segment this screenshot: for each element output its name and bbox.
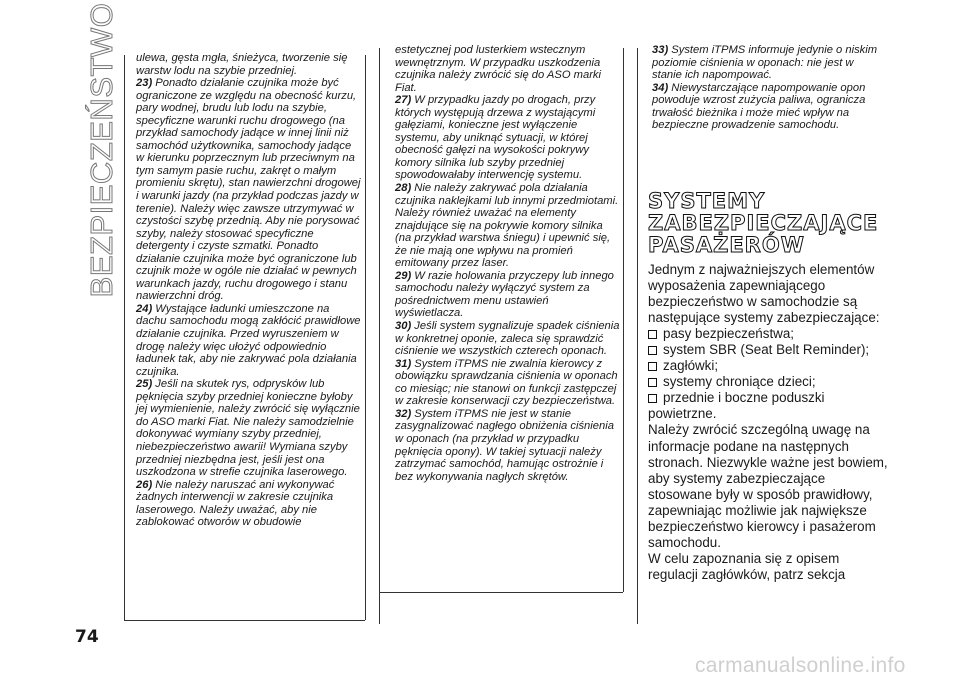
- notes-column-2: [395, 44, 620, 483]
- note-paragraph: estetycznej pod lusterkiem wstecznym wewnętrznym. W przypadku uszkodzenia czujnika należy zwrócić się do ASO marki Fiat.: [395, 44, 602, 94]
- note-paragraph: 33) System iTPMS informuje jedynie o niskim poziomie ciśnienia w oponach: nie jest w stanie ich napompować.: [652, 44, 878, 82]
- checkbox-square-icon: [648, 330, 657, 339]
- note-paragraph: 27) W przypadku jazdy po drogach, przy których występują drzewa z wystającymi gałęziami, konieczne jest wyłączenie systemu, aby uniknąć sytuacji, w której obecność gałęzi na wysokości pokrywy komory silnika lub szyby przedniej spowodowałaby interwencję systemu.: [395, 94, 596, 182]
- bullet-continuation: powietrzne.: [648, 406, 717, 422]
- bullet-item: pasy bezpieczeństwa;: [648, 326, 888, 342]
- notes-column-3: [652, 44, 878, 132]
- watermark: carmanualsonline.info: [695, 654, 906, 677]
- note-paragraph: 34) Niewystarczające napompowanie opon powoduje wzrost zużycia paliwa, ogranicza trwałość bieżnika i może mieć wpływ na bezpieczne prowadzenie samochodu.: [652, 81, 866, 132]
- note-paragraph: 32) System iTPMS nie jest w stanie zasygnalizować nagłego obniżenia ciśnienia w oponach (na przykład w przypadku pęknięcia opony). W takiej sytuacji należy zatrzymać samochód, hamując ostrożnie i bez wykonywania nagłych skrętów.: [395, 407, 614, 483]
- heading-line: SYSTEMY: [648, 189, 766, 213]
- body-text: [648, 262, 888, 583]
- paragraph: Należy zwrócić szczególną uwagę na informacje podane na następnych stronach. Niezwykle ważne jest bowiem, aby systemy zabezpieczające stosowane były w sposób prawidłowy, zapewniając możliwie jak największe bezpieczeństwo kierowcy i pasażerom samochodu.: [648, 422, 888, 550]
- note-paragraph: 23) Ponadto działanie czujnika może być ograniczone ze względu na obecność kurzu, pary wodnej, brudu lub lodu na szybie, specyficzne warunki ruchu drogowego (na przykład samochody jadące w innej linii niż samochód użytkownika, samochody jadące w kierunku poprzecznym lub przeciwnym na tym samym pasie ruchu, zakręt o małym promieniu skrętu), stan nawierzchni drogowej i warunki jazdy (na przykład podczas jazdy w terenie). Należy więc zawsze utrzymywać w czystości szybę przednią. Aby nie porysować szyby, należy stosować specyficzne detergenty i czyste szmatki. Ponadto działanie czujnika może być ograniczone lub czujnik może w ogóle nie działać w pewnych warunkach jazdy, ruchu drogowego i stanu nawierzchni dróg.: [136, 77, 361, 303]
- checkbox-square-icon: [648, 378, 657, 387]
- checkbox-square-icon: [648, 362, 657, 371]
- intro-paragraph: Jednym z najważniejszych elementów wyposażenia zapewniającego bezpieczeństwo w samochodzie są następujące systemy zabezpieczające:: [648, 262, 880, 326]
- bullet-item: systemy chroniące dzieci;: [648, 374, 888, 390]
- col3-left-rule: [637, 48, 638, 624]
- note-paragraph: 29) W razie holowania przyczepy lub innego samochodu należy wyłączyć system za pośrednictwem menu ustawień wyświetlacza.: [395, 269, 614, 320]
- bullet-item: system SBR (Seat Belt Reminder);: [648, 342, 888, 358]
- notes-column-1: [136, 52, 362, 529]
- section-heading: [648, 190, 888, 256]
- col1-right-rule: [365, 55, 366, 620]
- col1-left-rule: [124, 55, 125, 620]
- paragraph: W celu zapoznania się z opisem regulacji zagłówków, patrz sekcja: [648, 550, 846, 582]
- note-paragraph: 26) Nie należy naruszać ani wykonywać żadnych interwencji w zakresie czujnika laserowego. Należy uważać, aby nie zablokować otworów w obudowie: [136, 478, 335, 529]
- col2-bottom-rule: [379, 592, 623, 593]
- col1-bottom-rule: [124, 620, 365, 621]
- bullet-item: zagłówki;: [648, 358, 888, 374]
- heading-line: ZABEZPIECZAJĄCE: [648, 211, 879, 235]
- note-paragraph: ulewa, gęsta mgła, śnieżyca, tworzenie się warstw lodu na szybie przedniej.: [136, 52, 348, 77]
- checkbox-square-icon: [648, 346, 657, 355]
- note-paragraph: 28) Nie należy zakrywać pola działania czujnika naklejkami lub innymi przedmiotami. Należy również uważać na elementy znajdujące się na pokrywie komory silnika (na przykład warstwa śniegu) i upewnić się, że nie mają one wpływu na promień emitowany przez laser.: [395, 182, 619, 270]
- heading-line: PASAŻERÓW: [648, 233, 805, 257]
- note-paragraph: 25) Jeśli na skutek rys, odprysków lub pęknięcia szyby przedniej konieczne byłoby jej wymienienie, należy zwrócić się wyłącznie do ASO marki Fiat. Nie należy samodzielnie dokonywać wymiany szyby przedniej, niebezpieczeństwo awarii! Wymiana szyby przedniej niezbędna jest, jeśli jest ona uszkodzona w strefie czujnika laserowego.: [136, 378, 360, 479]
- note-paragraph: 30) Jeśli system sygnalizuje spadek ciśnienia w konkretnej oponie, zaleca się sprawdzić ciśnienie we wszystkich czterech oponach.: [395, 320, 620, 358]
- note-paragraph: 24) Wystające ładunki umieszczone na dachu samochodu mogą zakłócić prawidłowe działanie czujnika. Przed wyruszeniem w drogę należy więc ułożyć odpowiednio ładunek tak, aby nie zakrywać pola działania czujnika.: [136, 302, 361, 378]
- page-number: 74: [75, 627, 99, 647]
- bullet-item: przednie i boczne poduszki: [648, 390, 888, 406]
- section-title: [82, 2, 122, 298]
- col2-right-rule: [623, 48, 624, 592]
- col2-left-rule: [379, 48, 380, 624]
- note-paragraph: 31) System iTPMS nie zwalnia kierowcy z obowiązku sprawdzania ciśnienia w oponach co miesiąc; nie stanowi on funkcji zastępczej w zakresie konserwacji czy bezpieczeństwa.: [395, 357, 618, 408]
- section-title-text: BEZPIECZEŃSTWO: [84, 2, 119, 298]
- checkbox-square-icon: [648, 394, 657, 403]
